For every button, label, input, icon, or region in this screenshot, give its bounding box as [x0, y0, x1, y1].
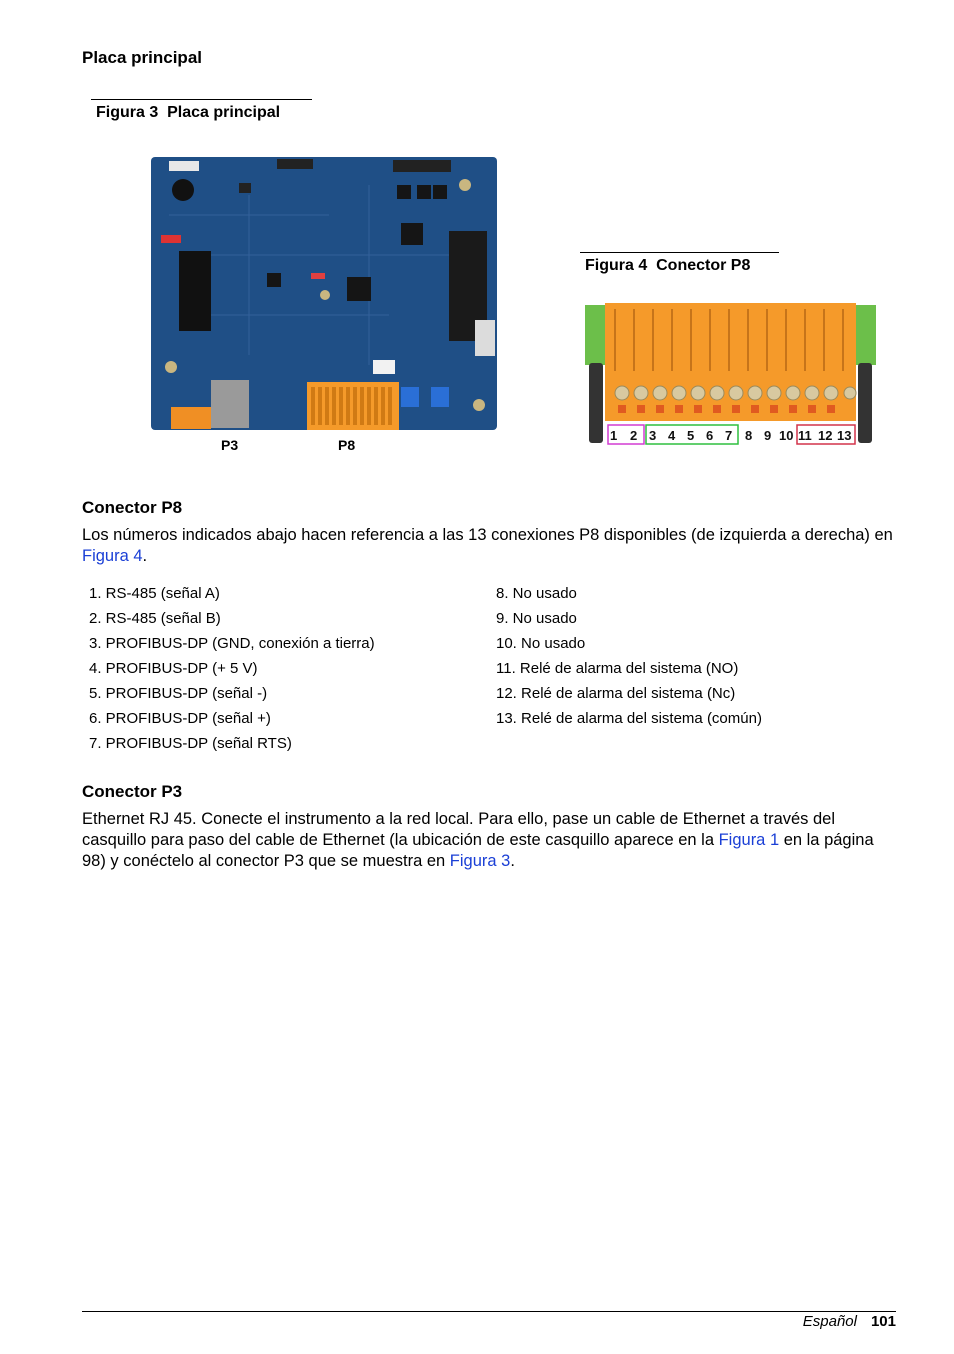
pin-label-10: 10: [779, 428, 794, 443]
p8-intro-text: Los números indicados abajo hacen referencia a las 13 conexiones P8 disponibles (de izquierda a derecha) en: [82, 526, 893, 544]
p8-connector-image: [585, 301, 876, 447]
footer-language: Español: [802, 1313, 857, 1330]
figure-4-caption: Figura 4 Conector P8: [585, 257, 751, 274]
pin-label-4: 4: [668, 428, 676, 443]
p8-list-left: [89, 581, 489, 756]
pin-label-7: 7: [725, 428, 733, 443]
list-item: 7. PROFIBUS-DP (señal RTS): [89, 735, 292, 752]
p3-label: P3: [221, 437, 239, 453]
pin-label-2: 2: [630, 428, 638, 443]
footer-rule: [82, 1311, 896, 1312]
pin-label-5: 5: [687, 428, 695, 443]
p8-intro-end: .: [142, 547, 148, 565]
main-board-image: [149, 155, 499, 440]
list-item: 2. RS-485 (señal B): [89, 610, 221, 627]
list-item: 13. Relé de alarma del sistema (común): [496, 710, 762, 727]
list-item: 1. RS-485 (señal A): [89, 585, 220, 602]
pin-label-1: 1: [610, 428, 618, 443]
pin-label-3: 3: [649, 428, 657, 443]
pin-label-9: 9: [764, 428, 772, 443]
pin-label-12: 12: [818, 428, 833, 443]
p8-intro-paragraph: [82, 525, 896, 567]
p8-heading: Conector P8: [82, 498, 183, 517]
list-item: 4. PROFIBUS-DP (+ 5 V): [89, 660, 258, 677]
footer: [803, 1313, 896, 1330]
p8-label: P8: [338, 437, 356, 453]
p3-text-2: en la página 98) y conéctelo al conector P3 que se muestra en: [82, 831, 874, 870]
list-item: 3. PROFIBUS-DP (GND, conexión a tierra): [89, 635, 375, 652]
page-number: 101: [870, 1313, 896, 1330]
figure-1-link[interactable]: Figura 1: [718, 831, 780, 849]
figure-3-link[interactable]: Figura 3: [449, 852, 511, 870]
pin-label-8: 8: [745, 428, 753, 443]
list-item: 8. No usado: [496, 585, 577, 602]
p3-paragraph: [82, 809, 894, 872]
list-item: 9. No usado: [496, 610, 577, 627]
pin-label-11: 11: [798, 428, 812, 443]
p8-list-right: [496, 581, 896, 731]
p3-text-1: Ethernet RJ 45. Conecte el instrumento a la red local. Para ello, pase un cable de Ethernet a través del casquillo para paso del cable de Ethernet (la ubicación de este casquillo aparece en la: [82, 810, 836, 849]
pin-label-13: 13: [837, 428, 852, 443]
p3-text-3: .: [510, 852, 515, 870]
list-item: 5. PROFIBUS-DP (señal -): [89, 685, 268, 702]
list-item: 6. PROFIBUS-DP (señal +): [89, 710, 271, 727]
p3-heading: Conector P3: [82, 782, 183, 801]
figure-4-link[interactable]: Figura 4: [82, 547, 143, 565]
list-item: 10. No usado: [496, 635, 586, 652]
section-title: Placa principal: [82, 48, 202, 67]
figure-3-caption: Figura 3 Placa principal: [96, 104, 281, 121]
pin-label-6: 6: [706, 428, 714, 443]
figure-3-rule: [91, 99, 312, 100]
list-item: 11. Relé de alarma del sistema (NO): [496, 660, 739, 677]
figure-4-rule: [580, 252, 779, 253]
list-item: 12. Relé de alarma del sistema (Nc): [496, 685, 736, 702]
